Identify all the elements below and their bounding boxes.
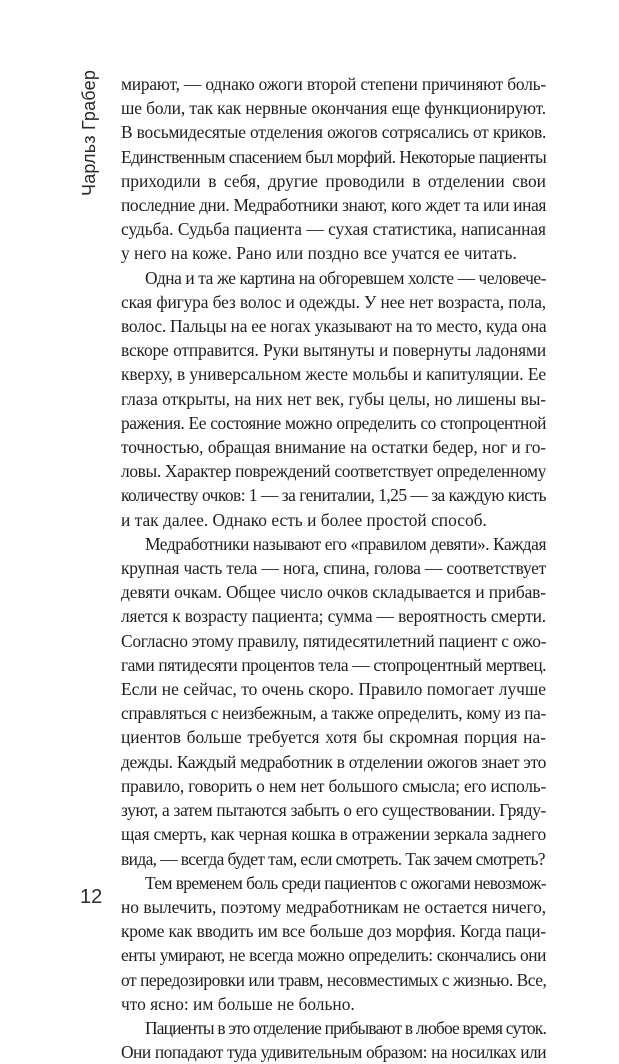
- text-line: количеству очков: 1 — за гениталии, 1,25 — за каждую кисть: [121, 485, 546, 506]
- text-line: но вылечить, поэтому медработникам не остается ничего,: [121, 896, 546, 917]
- text-line: глаза открыты, на них нет век, губы целы, но лишены вы-: [121, 388, 546, 409]
- text-line: Единственным спасением был морфий. Некоторые пациенты: [121, 146, 547, 167]
- text-line: последние дни. Медработники знают, кого ждет та или иная: [121, 195, 546, 216]
- text-line: ская фигура без волос и одежды. У нее нет возраста, пола,: [121, 291, 546, 312]
- text-line: ше боли, так как нервные окончания еще функционируют.: [121, 98, 546, 119]
- text-line: у него на коже. Рано или поздно все учатся ее читать.: [121, 243, 517, 264]
- text-line: ляется к возрасту пациента; сумма — вероятность смерти.: [121, 606, 546, 627]
- text-line: кверху, в универсальном жесте мольбы и капитуляции. Ее: [121, 364, 546, 385]
- text-line: енты умирают, не всегда можно определить: скончались они: [121, 945, 546, 966]
- paragraph-4: [121, 871, 546, 1016]
- text-line: кроме как вводить им все больше доз морфия. Когда паци-: [121, 921, 546, 942]
- text-line: вскоре отправится. Руки вытянуты и повернуты ладонями: [121, 340, 546, 361]
- paragraph-5: [121, 1016, 546, 1064]
- text-line: от передозировки или травм, несовместимых с жизнью. Все,: [121, 969, 547, 990]
- text-line: волос. Пальцы на ее ногах указывают на то место, куда она: [121, 316, 547, 337]
- text-line: что ясно: им больше не больно.: [121, 993, 355, 1014]
- text-line: ражения. Ее состояние можно определить со стопроцентной: [121, 412, 546, 433]
- paragraph-3: [121, 532, 546, 871]
- paragraph-1: [121, 72, 546, 266]
- text-line: и так далее. Однако есть и более простой способ.: [121, 509, 487, 530]
- text-line: справляться с неизбежным, а также определить, кому из па-: [121, 703, 546, 724]
- text-line: Пациенты в это отделение прибывают в любое время суток.: [145, 1017, 546, 1038]
- text-line: Медработники называют его «правилом девяти». Каждая: [145, 533, 546, 554]
- text-line: точностью, обращая внимание на остатки бедер, ног и го-: [121, 437, 546, 458]
- text-line: мирают, — однако ожоги второй степени причиняют боль-: [121, 74, 546, 94]
- text-line: щая смерть, как черная кошка в отражении зеркала заднего: [121, 824, 546, 845]
- text-line: зуют, а затем пытаются забыть о его существовании. Гряду-: [121, 800, 546, 821]
- paragraph-2: [121, 266, 546, 532]
- text-line: В восьмидесятые отделения ожогов сотрясались от криков.: [121, 122, 546, 143]
- body-text: [121, 72, 546, 1064]
- text-line: Одна и та же картина на обгоревшем холсте — человече-: [145, 267, 546, 288]
- text-line: Тем временем боль среди пациентов с ожогами невозмож-: [145, 872, 546, 893]
- text-line: Согласно этому правилу, пятидесятилетний пациент с ожо-: [121, 630, 547, 651]
- text-line: девяти очкам. Общее число очков складывается и прибав-: [121, 582, 546, 603]
- text-line: Если не сейчас, то очень скоро. Правило помогает лучше: [121, 679, 546, 700]
- text-line: вида, — всегда будет там, если смотреть. Так зачем смотреть?: [121, 848, 545, 869]
- text-line: приходили в себя, другие проводили в отделении свои: [121, 170, 546, 191]
- text-line: правило, говорить о нем нет большого смысла; его исполь-: [121, 775, 546, 796]
- text-line: судьба. Судьба пациента — сухая статистика, написанная: [121, 219, 546, 240]
- text-line: циентов больше требуется хотя бы скромная порция на-: [121, 727, 546, 748]
- running-head-author: Чарльз Грабер: [79, 70, 99, 197]
- text-line: Они попадают туда удивительным образом: на носилках или: [121, 1042, 546, 1063]
- text-line: дежды. Каждый медработник в отделении ожогов знает это: [121, 751, 546, 772]
- text-line: крупная часть тела — нога, спина, голова — соответствует: [121, 558, 546, 579]
- text-line: гами пятидесяти процентов тела — стопроцентный мертвец.: [121, 654, 546, 675]
- text-line: ловы. Характер повреждений соответствует определенному: [121, 461, 546, 482]
- page-number: 12: [80, 886, 103, 908]
